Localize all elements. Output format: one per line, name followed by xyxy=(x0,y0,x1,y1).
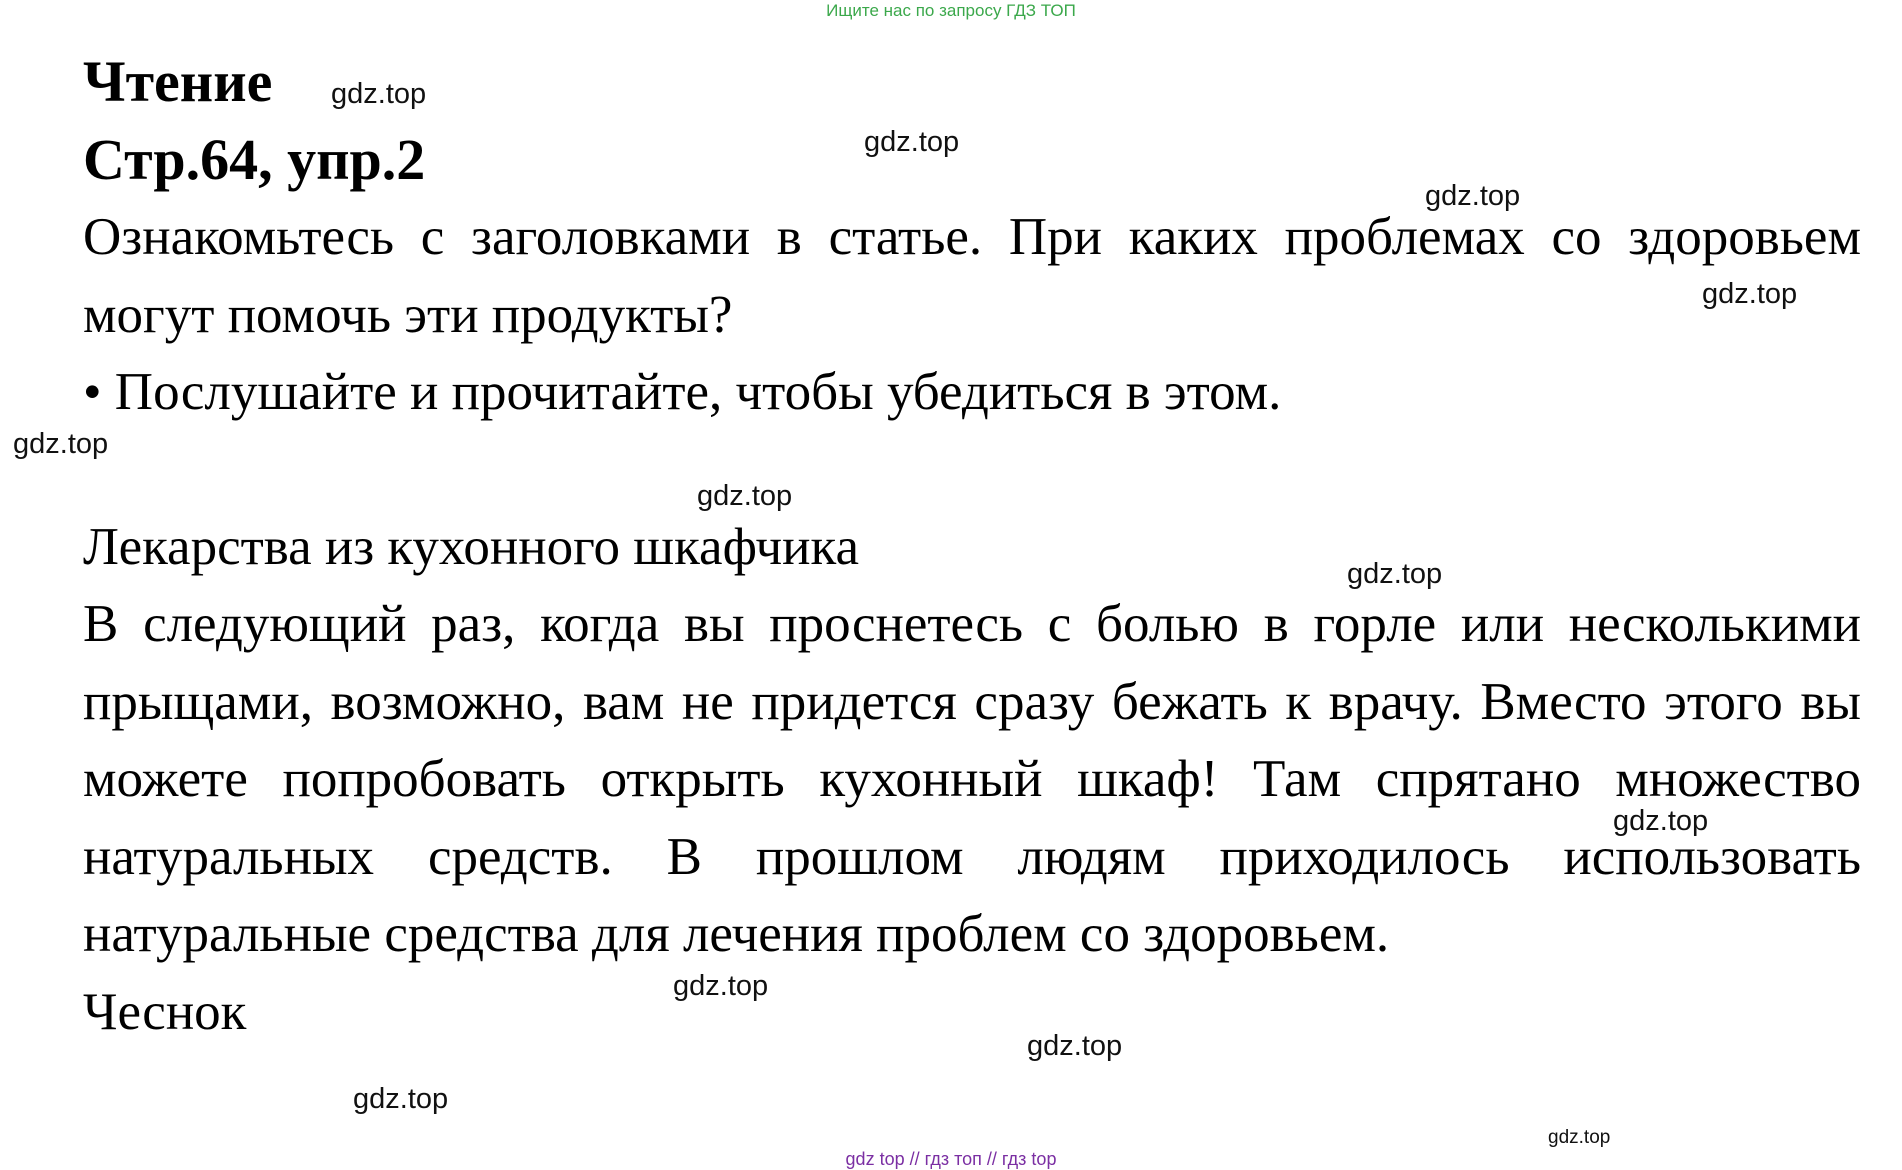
exercise-title: Стр.64, упр.2 xyxy=(83,127,426,192)
watermark: gdz.top xyxy=(1347,558,1443,590)
watermark: gdz.top xyxy=(864,126,960,158)
watermark: gdz.top xyxy=(331,78,427,110)
watermark: gdz.top xyxy=(697,480,793,512)
watermark: gdz.top xyxy=(1548,1127,1611,1148)
instruction-text: Ознакомьтесь с заголовками в статье. При каких проблемах со здоровьем могут помочь эти продукты? xyxy=(83,208,1861,344)
top-banner: Ищите нас по запросу ГДЗ ТОП xyxy=(826,1,1076,20)
watermark: gdz.top xyxy=(1613,805,1709,837)
section-title: Чтение xyxy=(83,49,273,114)
document-content xyxy=(83,43,1861,1051)
bullet-instruction: • Послушайте и прочитайте, чтобы убедиться в этом. xyxy=(83,363,1282,421)
spacer xyxy=(83,432,1861,509)
watermark: gdz.top xyxy=(1425,180,1521,212)
article-title: Лекарства из кухонного шкафчика xyxy=(83,517,859,576)
watermark: gdz.top xyxy=(1027,1030,1123,1062)
watermark: gdz.top xyxy=(673,970,769,1002)
watermark: gdz.top xyxy=(1702,278,1798,310)
subheading-garlic: Чеснок xyxy=(83,982,247,1041)
bottom-banner: gdz top // гдз топ // гдз top xyxy=(845,1149,1057,1169)
article-body: В следующий раз, когда вы проснетесь с болью в горле или несколькими прыщами, возможно, вам не придется сразу бежать к врачу. Вместо этого вы можете попробовать открыть кухонный шкаф! Там спрятано множество натуральных средств. В прошлом людям приходилось использовать натуральные средства для лечения проблем со здоровьем. xyxy=(83,595,1861,963)
watermark: gdz.top xyxy=(353,1083,449,1115)
watermark: gdz.top xyxy=(13,428,109,460)
